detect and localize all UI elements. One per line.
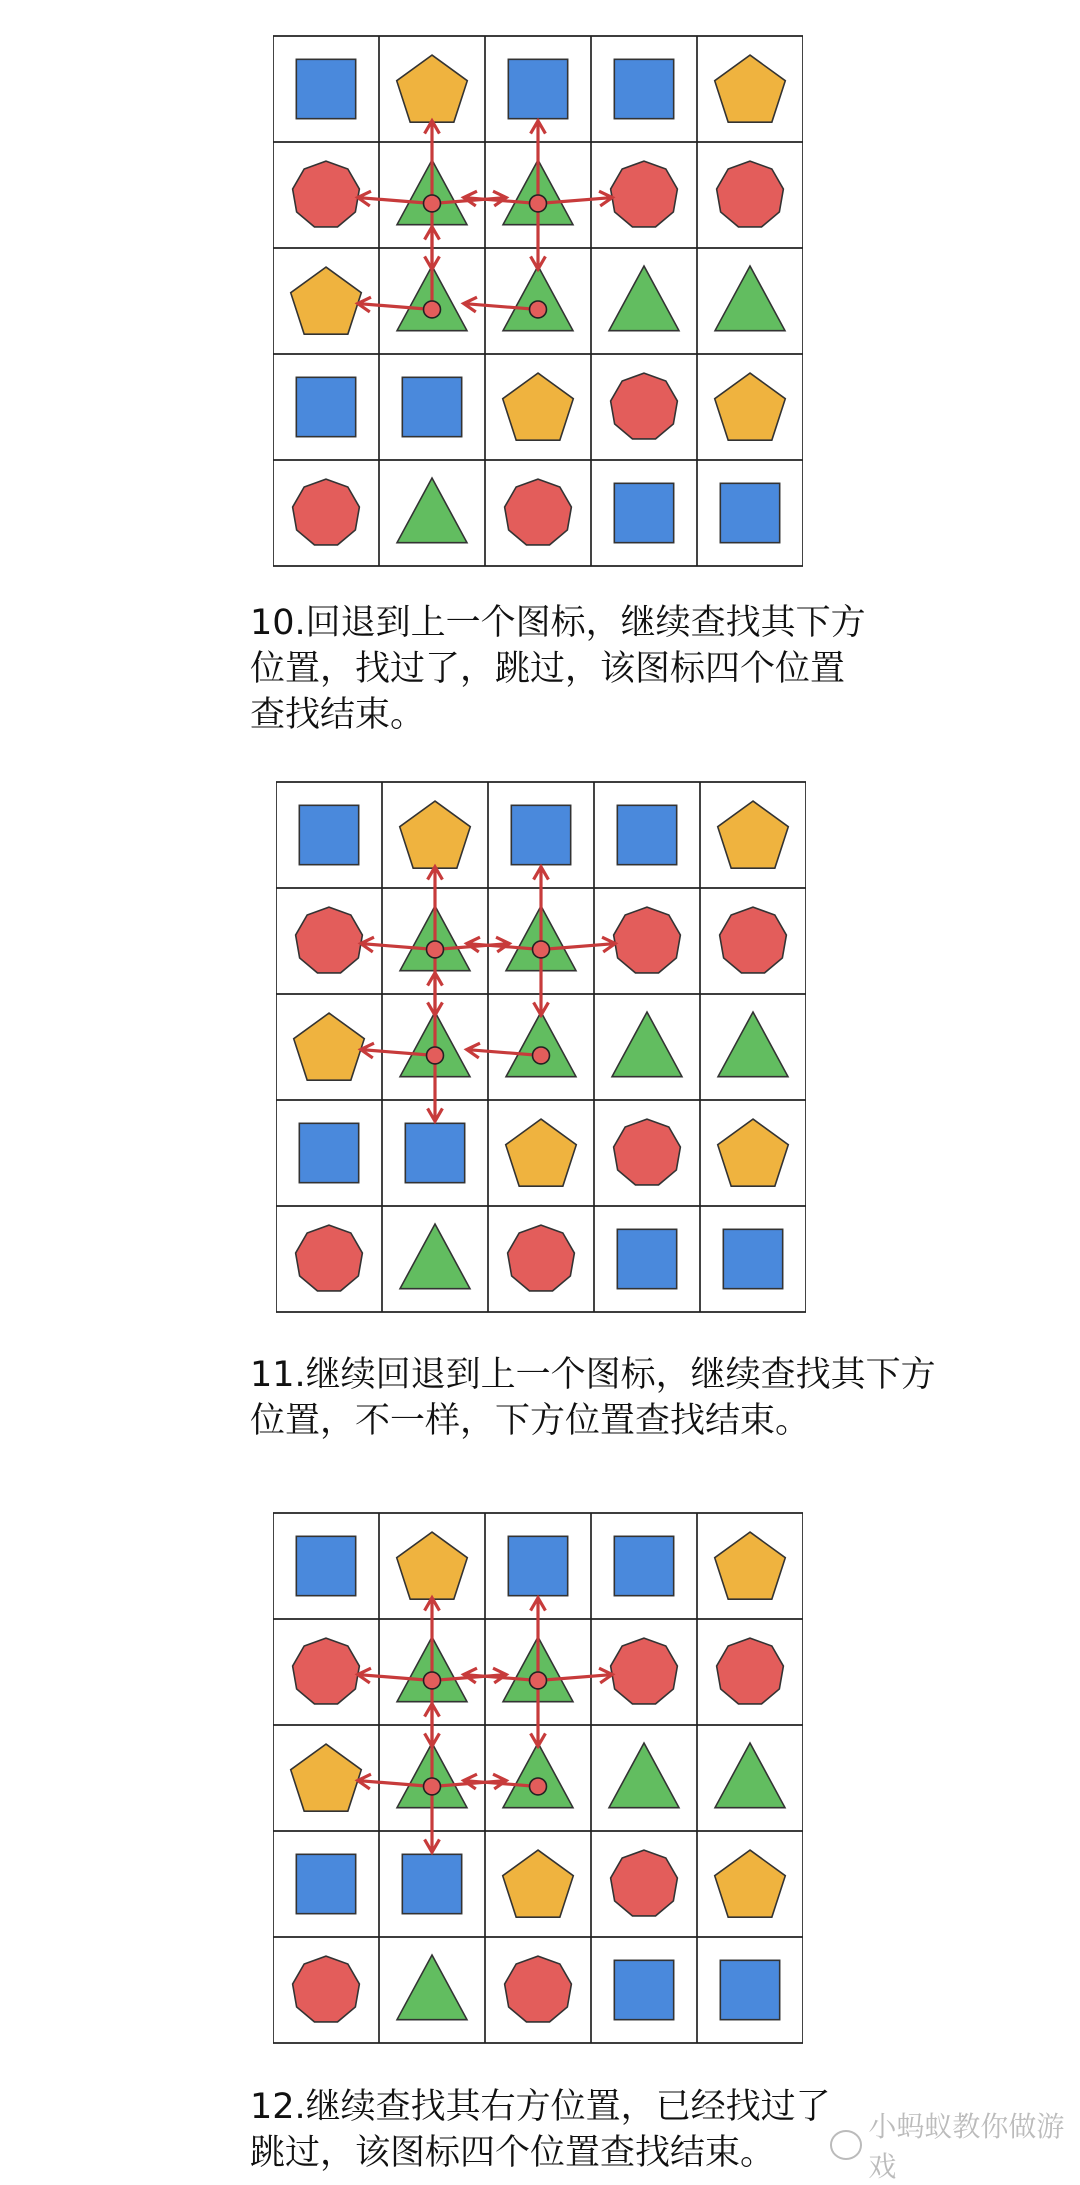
visited-marker (530, 301, 547, 318)
red-octagon (611, 161, 678, 227)
caption-step-11: 11.继续回退到上一个图标，继续查找其下方 位置，不一样，下方位置查找结束。 (250, 1355, 936, 1441)
caption-step-12: 12.继续查找其右方位置，已经找过了 跳过，该图标四个位置查找结束。 (250, 2087, 831, 2173)
watermark-text: 小蚂蚁教你做游戏 (868, 2110, 1065, 2183)
red-octagon (293, 161, 360, 227)
wechat-icon (830, 2130, 862, 2160)
visited-marker (424, 1778, 441, 1795)
grid-diagram-step-11 (276, 781, 806, 1313)
blue-square (296, 1536, 355, 1595)
red-octagon (717, 1638, 784, 1704)
red-octagon (611, 1850, 678, 1916)
blue-square (614, 1960, 673, 2019)
red-octagon (614, 1119, 681, 1185)
blue-square (614, 483, 673, 542)
visited-marker (427, 1047, 444, 1064)
visited-marker (424, 195, 441, 212)
visited-marker (533, 941, 550, 958)
blue-square (720, 483, 779, 542)
red-octagon (508, 1225, 575, 1291)
visited-marker (533, 1047, 550, 1064)
blue-square (296, 1854, 355, 1913)
visited-marker (424, 1672, 441, 1689)
red-octagon (717, 161, 784, 227)
red-octagon (293, 1956, 360, 2022)
visited-marker (530, 195, 547, 212)
blue-square (402, 377, 461, 436)
red-octagon (611, 1638, 678, 1704)
red-octagon (296, 907, 363, 973)
red-octagon (611, 373, 678, 439)
caption-step-10: 10.回退到上一个图标，继续查找其下方 位置，找过了，跳过，该图标四个位置 查找结束。 (250, 603, 866, 735)
red-octagon (505, 1956, 572, 2022)
red-octagon (293, 479, 360, 545)
red-octagon (505, 479, 572, 545)
blue-square (405, 1123, 464, 1182)
red-octagon (614, 907, 681, 973)
blue-square (614, 59, 673, 118)
blue-square (617, 805, 676, 864)
blue-square (511, 805, 570, 864)
blue-square (299, 1123, 358, 1182)
blue-square (723, 1229, 782, 1288)
blue-square (296, 377, 355, 436)
grid-diagram-step-10 (273, 35, 803, 567)
visited-marker (530, 1672, 547, 1689)
grid-diagram-step-12 (273, 1512, 803, 2044)
blue-square (508, 1536, 567, 1595)
visited-marker (424, 301, 441, 318)
blue-square (299, 805, 358, 864)
blue-square (720, 1960, 779, 2019)
visited-marker (427, 941, 444, 958)
blue-square (296, 59, 355, 118)
blue-square (617, 1229, 676, 1288)
blue-square (508, 59, 567, 118)
visited-marker (530, 1778, 547, 1795)
red-octagon (293, 1638, 360, 1704)
watermark (830, 2105, 1080, 2185)
red-octagon (720, 907, 787, 973)
blue-square (402, 1854, 461, 1913)
red-octagon (296, 1225, 363, 1291)
blue-square (614, 1536, 673, 1595)
